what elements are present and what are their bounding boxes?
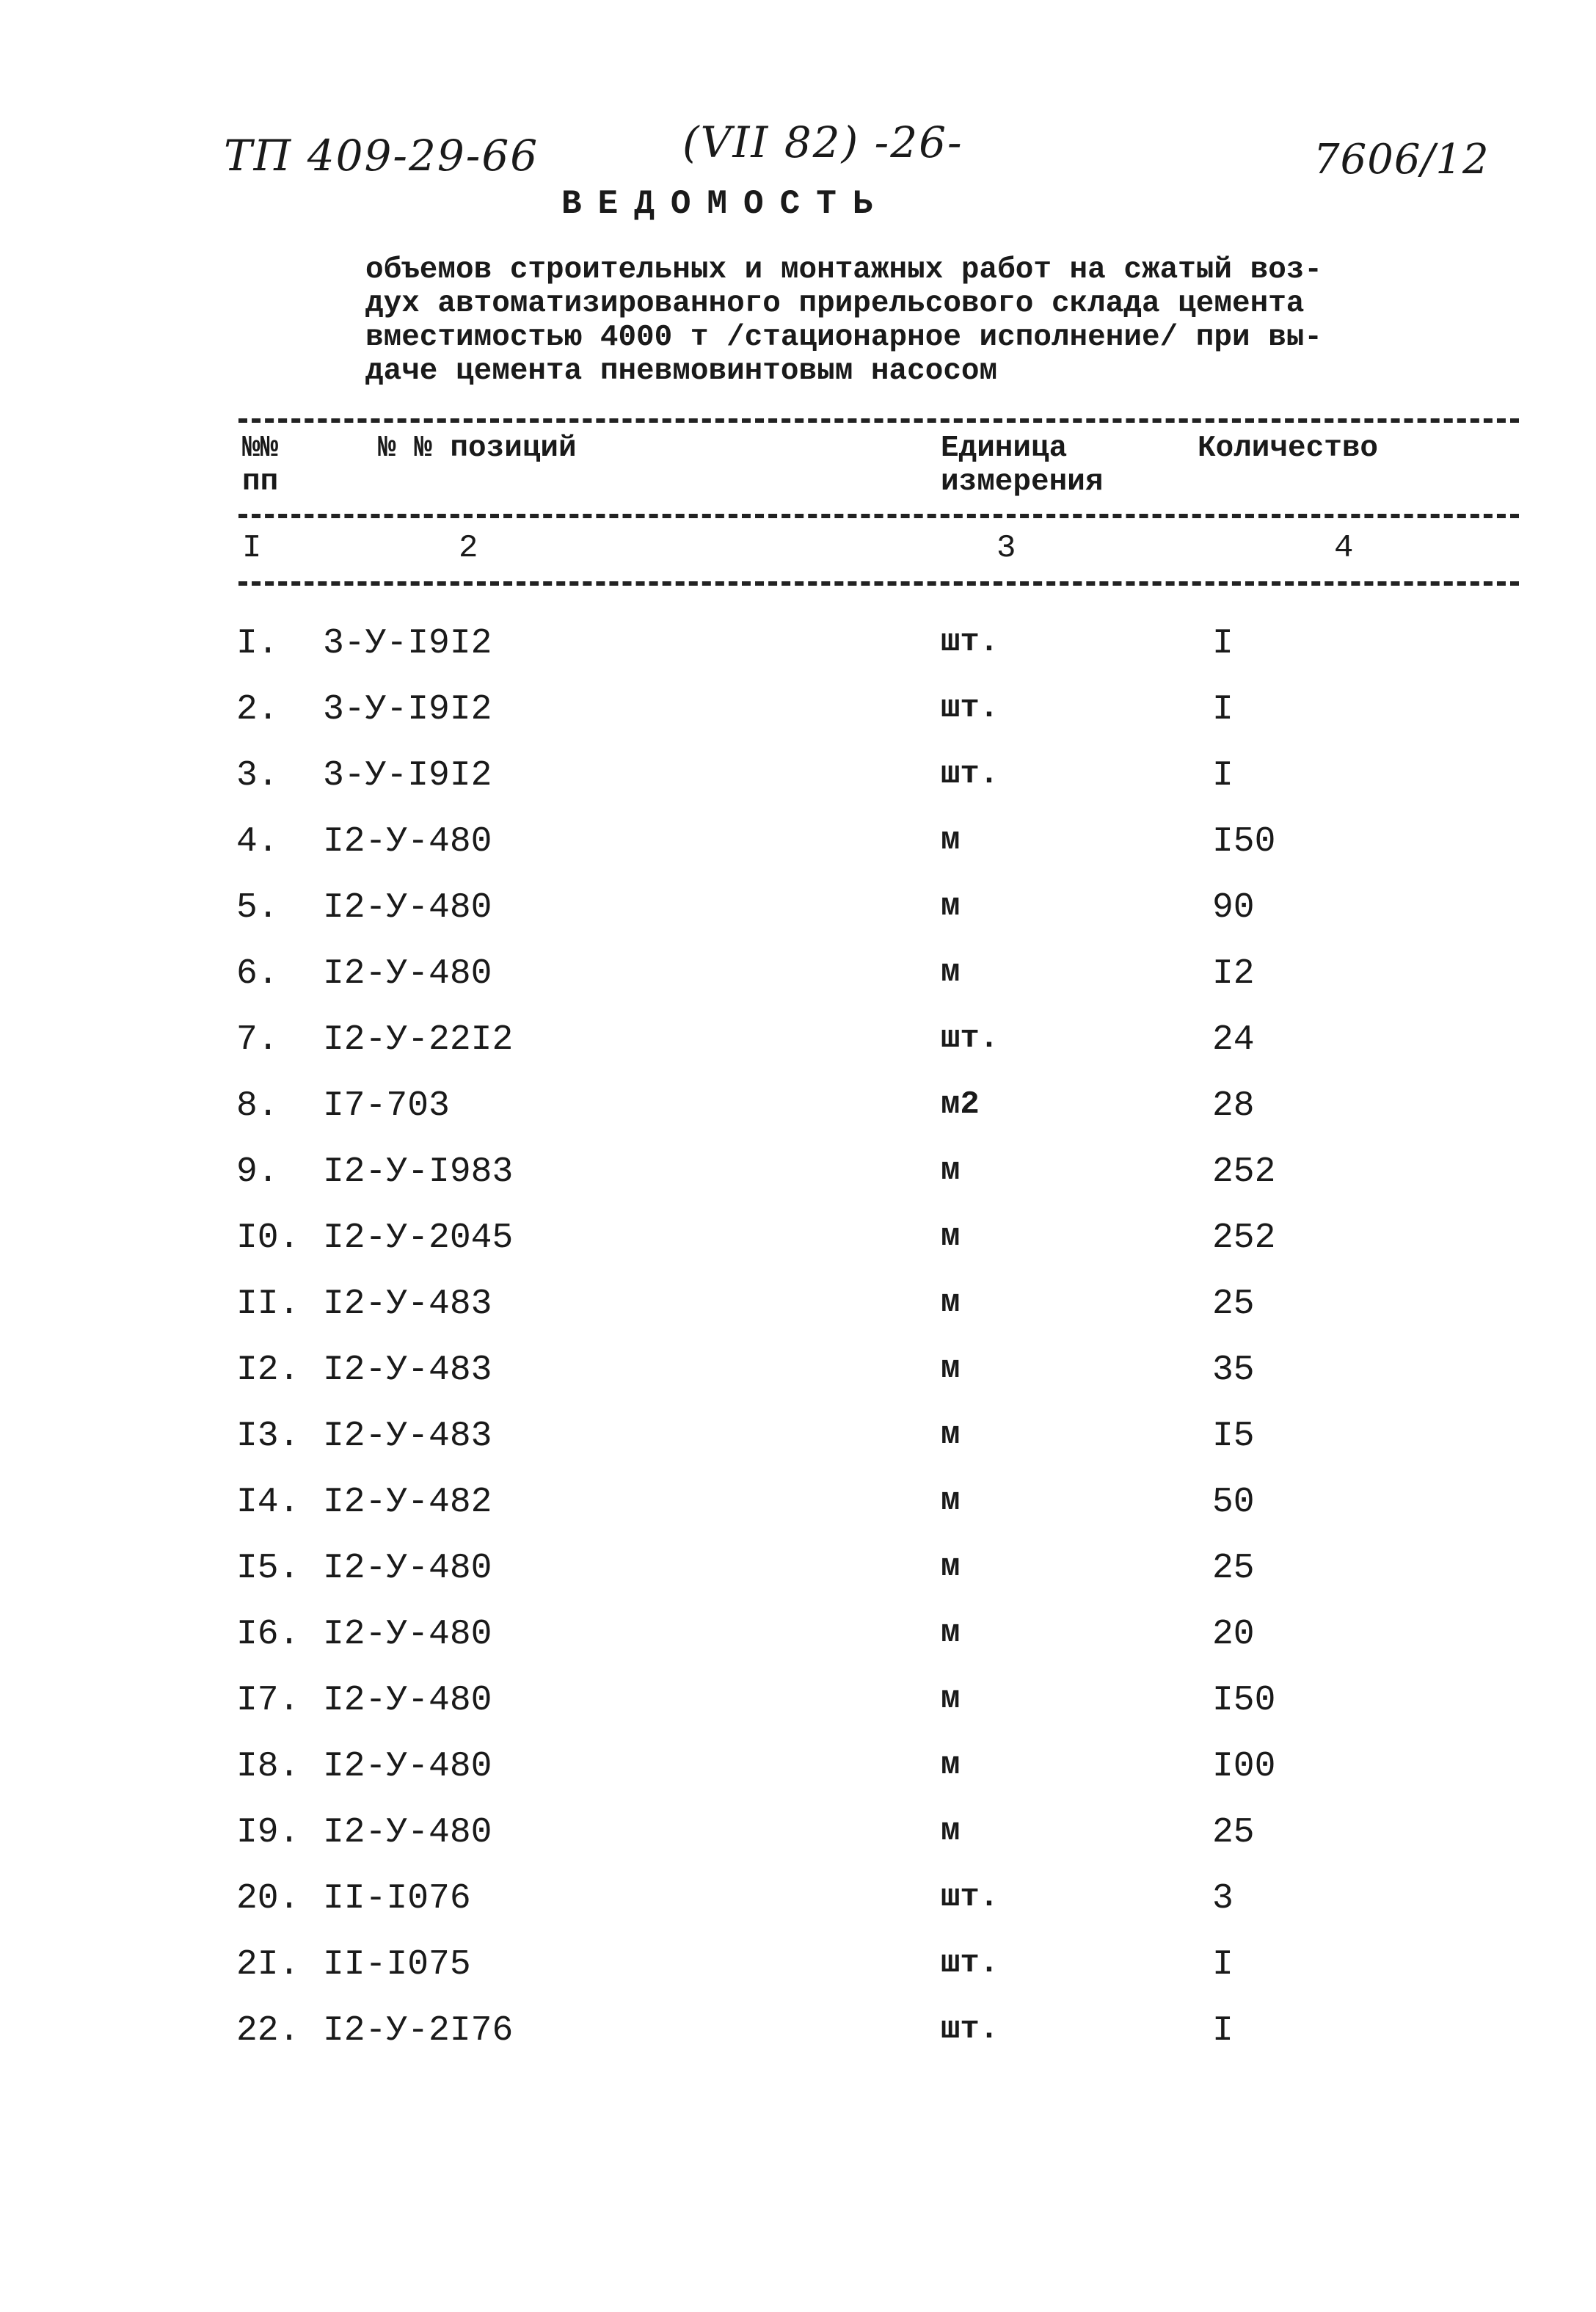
column-number-3: 3 xyxy=(996,530,1016,567)
column-number-4: 4 xyxy=(1334,530,1354,567)
document-description xyxy=(365,253,1451,388)
description-line: вместимостью 4000 т /стационарное исполнение/ при вы- xyxy=(365,321,1323,355)
row-position: I7-703 xyxy=(323,1086,450,1126)
row-position: I2-У-2I76 xyxy=(323,2011,514,2051)
document-code-stamp: ТП 409-29-66 xyxy=(224,131,539,181)
row-quantity: 24 xyxy=(1212,1020,1255,1060)
header-rule xyxy=(238,514,1519,518)
table-row xyxy=(0,1879,1596,1945)
row-unit: м xyxy=(941,1218,961,1255)
row-unit: м xyxy=(941,1351,961,1387)
row-position: I2-У-2045 xyxy=(323,1218,514,1258)
row-unit: м xyxy=(941,1813,961,1850)
table-row xyxy=(0,1218,1596,1284)
table-row xyxy=(0,1284,1596,1351)
row-number: I. xyxy=(236,624,279,664)
table-row xyxy=(0,1549,1596,1615)
row-number: 4. xyxy=(236,822,279,862)
table-row xyxy=(0,1813,1596,1879)
row-position: I2-У-483 xyxy=(323,1351,492,1390)
row-number: I8. xyxy=(236,1747,300,1786)
row-position: I2-У-480 xyxy=(323,1813,492,1853)
row-quantity: I00 xyxy=(1212,1747,1276,1786)
header-num-line1: №№ xyxy=(242,432,279,465)
row-unit: м xyxy=(941,1152,961,1189)
row-position: I2-У-480 xyxy=(323,1681,492,1720)
table-row xyxy=(0,1747,1596,1813)
row-number: 5. xyxy=(236,888,279,928)
table-row xyxy=(0,756,1596,822)
row-quantity: 20 xyxy=(1212,1615,1255,1654)
table-row xyxy=(0,822,1596,888)
header-unit xyxy=(941,432,1103,499)
row-unit: м xyxy=(941,1615,961,1651)
row-number: I6. xyxy=(236,1615,300,1654)
row-position: I2-У-I983 xyxy=(323,1152,514,1192)
row-quantity: 35 xyxy=(1212,1351,1255,1390)
row-position: I2-У-483 xyxy=(323,1417,492,1456)
row-quantity: I xyxy=(1212,690,1234,730)
row-quantity: I50 xyxy=(1212,822,1276,862)
row-unit: м xyxy=(941,1747,961,1784)
row-number: 6. xyxy=(236,954,279,994)
row-quantity: 25 xyxy=(1212,1284,1255,1324)
table-row xyxy=(0,1086,1596,1152)
row-quantity: 25 xyxy=(1212,1813,1255,1853)
row-quantity: 25 xyxy=(1212,1549,1255,1588)
row-unit: м xyxy=(941,822,961,859)
row-unit: м xyxy=(941,954,961,991)
row-unit: м xyxy=(941,1681,961,1717)
row-position: I2-У-482 xyxy=(323,1483,492,1522)
table-body xyxy=(0,624,1596,2077)
table-row xyxy=(0,1483,1596,1549)
row-position: I2-У-480 xyxy=(323,954,492,994)
row-unit: шт. xyxy=(941,756,999,793)
row-position: I2-У-480 xyxy=(323,1549,492,1588)
row-unit: м xyxy=(941,1549,961,1585)
row-position: I2-У-480 xyxy=(323,822,492,862)
row-position: I2-У-480 xyxy=(323,888,492,928)
row-unit: шт. xyxy=(941,2011,999,2048)
column-numbers-rule xyxy=(238,581,1519,586)
row-position: II-I076 xyxy=(323,1879,471,1919)
header-quantity: Количество xyxy=(1198,432,1379,465)
row-quantity: 90 xyxy=(1212,888,1255,928)
table-row xyxy=(0,1945,1596,2011)
row-number: 20. xyxy=(236,1879,300,1919)
column-number-1: I xyxy=(242,530,262,567)
row-number: I4. xyxy=(236,1483,300,1522)
row-unit: м xyxy=(941,1483,961,1519)
row-quantity: I xyxy=(1212,756,1234,796)
row-quantity: I xyxy=(1212,624,1234,664)
row-number: I5. xyxy=(236,1549,300,1588)
row-unit: шт. xyxy=(941,1020,999,1057)
header-positions: № № позиций xyxy=(378,432,577,465)
row-number: 22. xyxy=(236,2011,300,2051)
table-row xyxy=(0,1152,1596,1218)
table-top-rule xyxy=(238,418,1519,423)
row-number: II. xyxy=(236,1284,300,1324)
row-number: 8. xyxy=(236,1086,279,1126)
description-line: дух автоматизированного прирельсового склада цемента xyxy=(365,287,1305,321)
row-number: I7. xyxy=(236,1681,300,1720)
row-quantity: 252 xyxy=(1212,1152,1276,1192)
table-row xyxy=(0,690,1596,756)
row-unit: шт. xyxy=(941,624,999,661)
row-number: 2. xyxy=(236,690,279,730)
column-number-2: 2 xyxy=(459,530,478,567)
table-row xyxy=(0,888,1596,954)
row-unit: шт. xyxy=(941,1879,999,1916)
description-line: даче цемента пневмовинтовым насосом xyxy=(365,355,998,388)
row-unit: м xyxy=(941,1284,961,1321)
row-unit: м xyxy=(941,888,961,925)
row-quantity: 252 xyxy=(1212,1218,1276,1258)
row-unit: шт. xyxy=(941,690,999,727)
table-row xyxy=(0,1351,1596,1417)
row-quantity: I2 xyxy=(1212,954,1255,994)
row-position: 3-У-I9I2 xyxy=(323,690,492,730)
row-number: I9. xyxy=(236,1813,300,1853)
header-unit-line2: измерения xyxy=(941,465,1104,499)
row-quantity: I xyxy=(1212,2011,1234,2051)
row-quantity: I50 xyxy=(1212,1681,1276,1720)
table-row xyxy=(0,1681,1596,1747)
archive-number-stamp: 7606/12 xyxy=(1313,136,1490,183)
row-position: 3-У-I9I2 xyxy=(323,756,492,796)
row-position: II-I075 xyxy=(323,1945,471,1985)
page-number-stamp: (VII 82) -26- xyxy=(682,117,963,167)
row-number: I3. xyxy=(236,1417,300,1456)
row-number: 2I. xyxy=(236,1945,300,1985)
table-row xyxy=(0,1020,1596,1086)
row-position: I2-У-22I2 xyxy=(323,1020,514,1060)
table-row xyxy=(0,2011,1596,2077)
table-row xyxy=(0,624,1596,690)
header-unit-line1: Единица xyxy=(941,432,1068,465)
header-num xyxy=(242,432,278,499)
table-row xyxy=(0,954,1596,1020)
row-unit: м xyxy=(941,1417,961,1453)
row-position: I2-У-480 xyxy=(323,1615,492,1654)
row-quantity: 50 xyxy=(1212,1483,1255,1522)
document-title: ВЕДОМОСТЬ xyxy=(561,185,889,223)
table-row xyxy=(0,1417,1596,1483)
row-quantity: I5 xyxy=(1212,1417,1255,1456)
table-row xyxy=(0,1615,1596,1681)
header-num-line2: пп xyxy=(242,465,279,499)
row-number: 7. xyxy=(236,1020,279,1060)
row-number: 9. xyxy=(236,1152,279,1192)
row-quantity: 3 xyxy=(1212,1879,1234,1919)
description-line: объемов строительных и монтажных работ на сжатый воз- xyxy=(365,253,1323,287)
row-quantity: 28 xyxy=(1212,1086,1255,1126)
row-position: I2-У-483 xyxy=(323,1284,492,1324)
row-position: 3-У-I9I2 xyxy=(323,624,492,664)
row-number: 3. xyxy=(236,756,279,796)
row-unit: м2 xyxy=(941,1086,980,1123)
row-number: I0. xyxy=(236,1218,300,1258)
row-quantity: I xyxy=(1212,1945,1234,1985)
row-number: I2. xyxy=(236,1351,300,1390)
row-position: I2-У-480 xyxy=(323,1747,492,1786)
row-unit: шт. xyxy=(941,1945,999,1982)
